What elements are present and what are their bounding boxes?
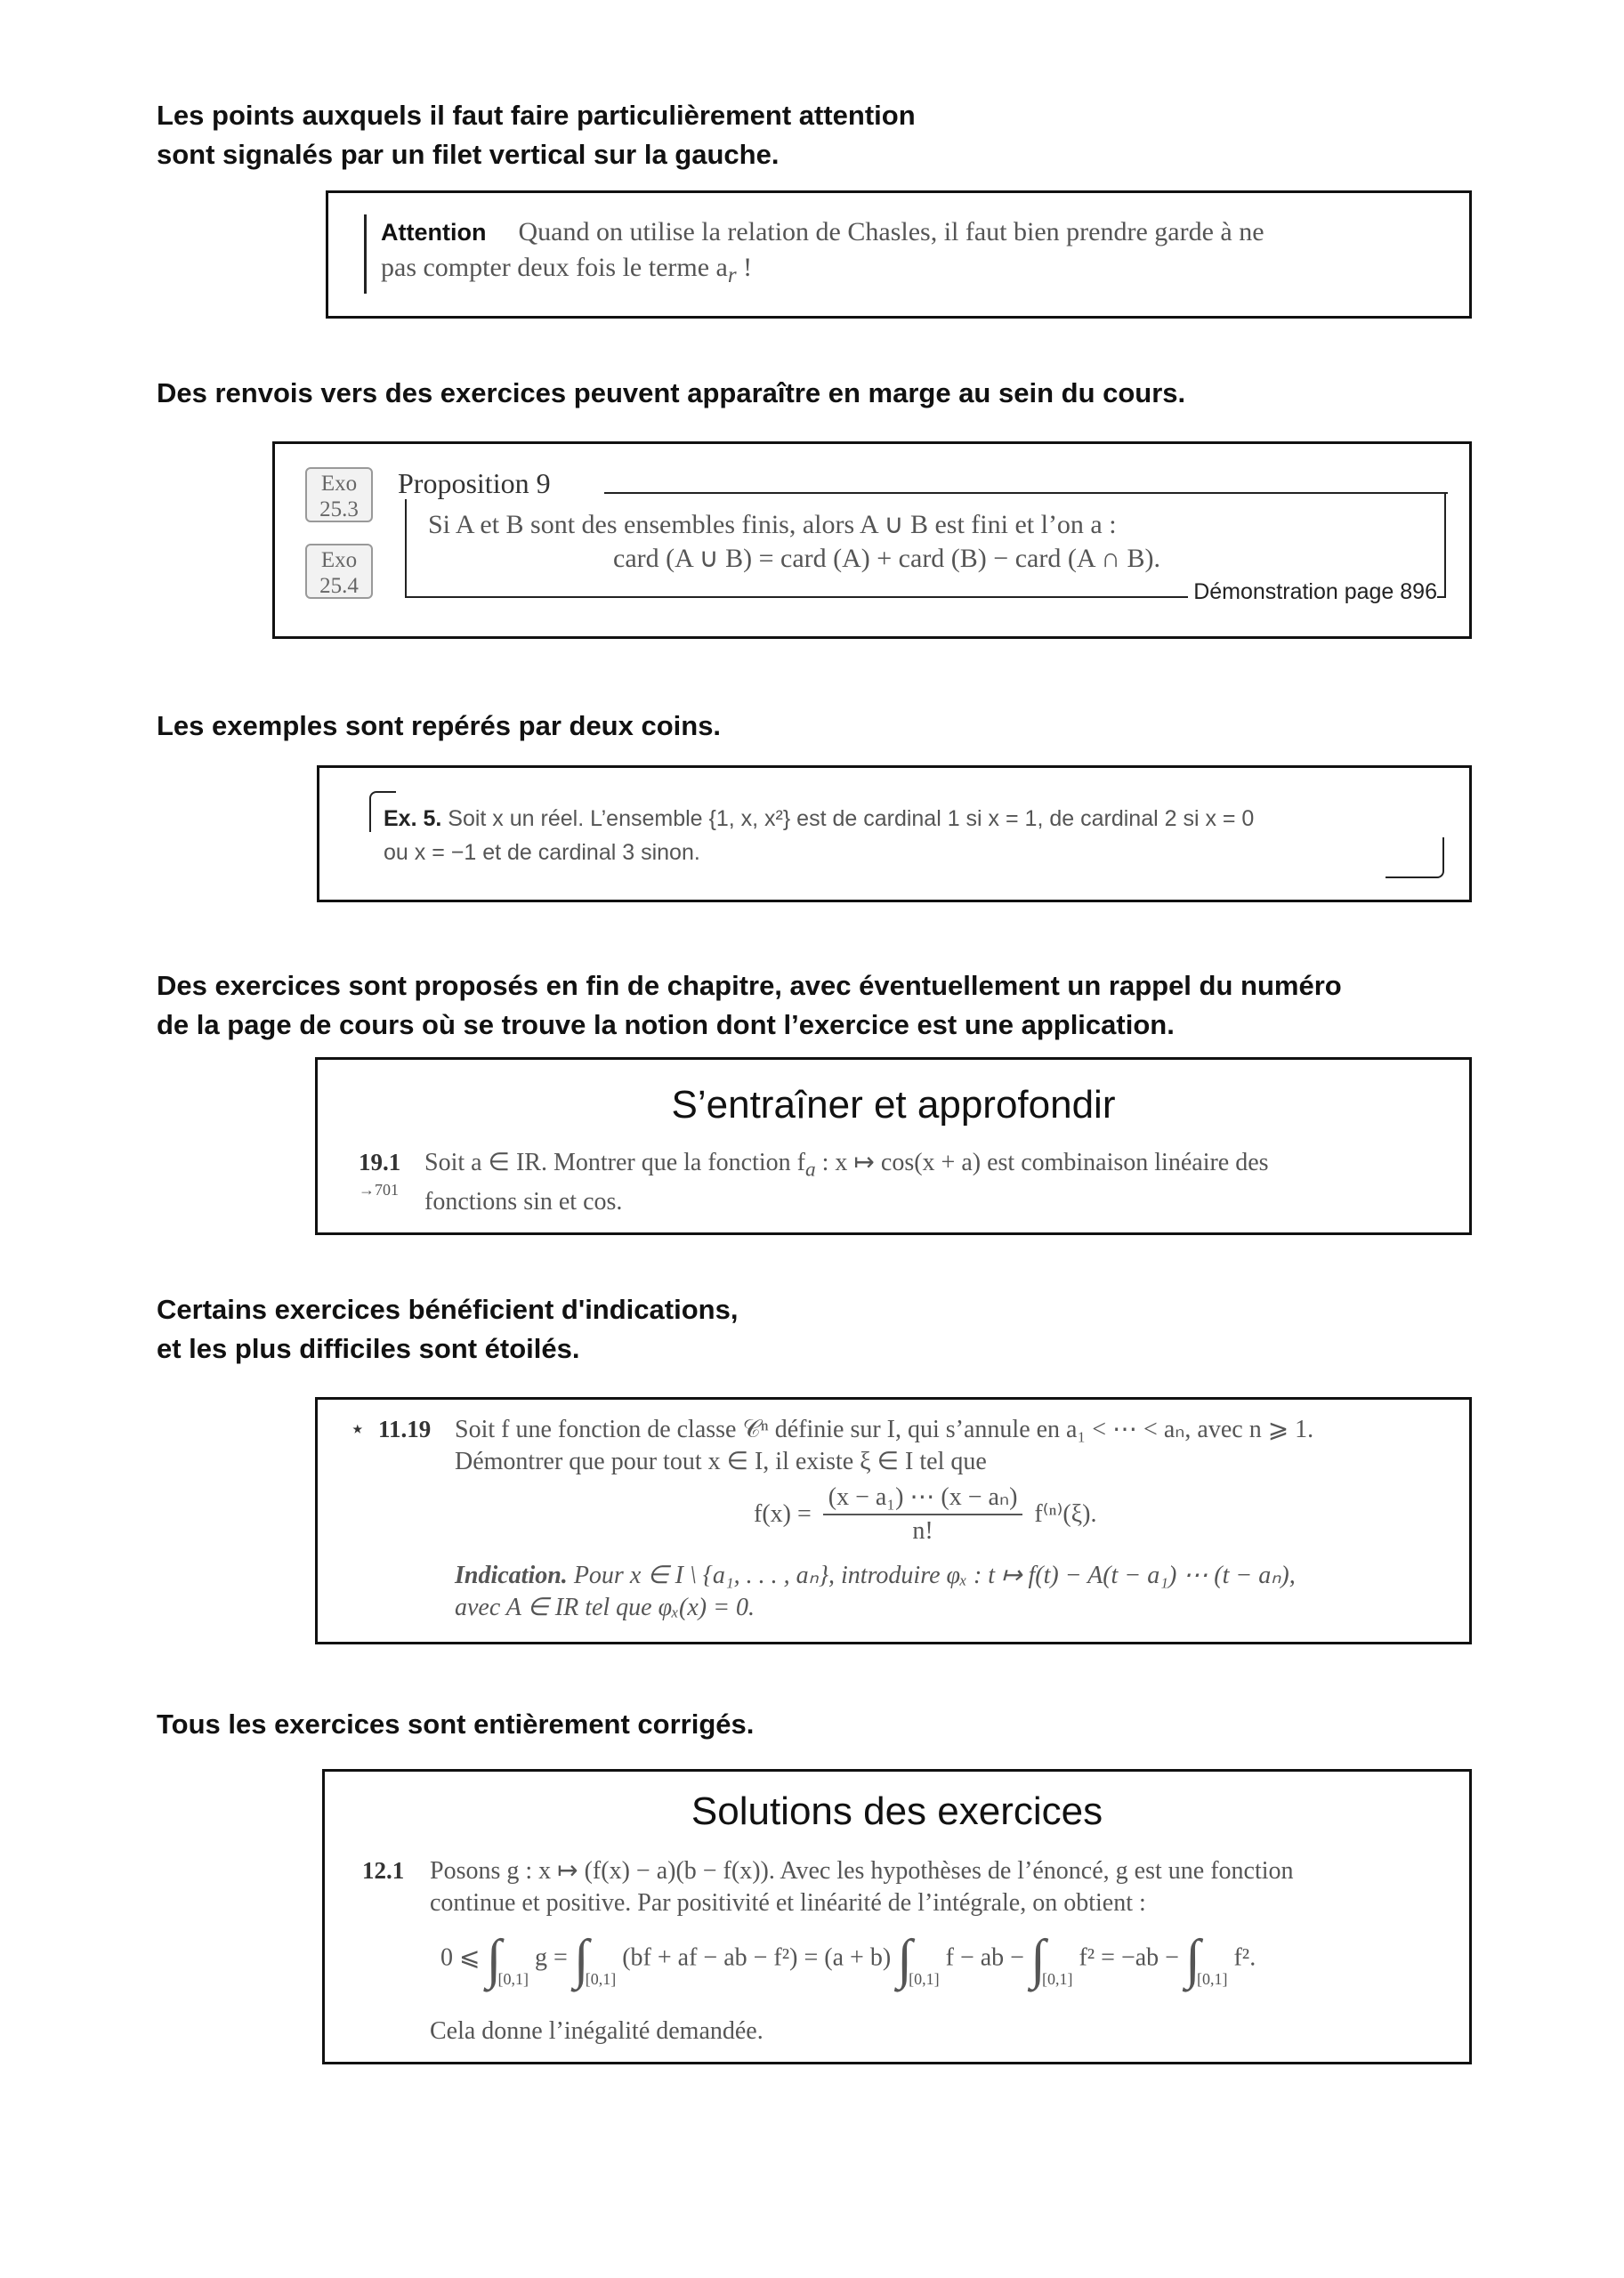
hint-line2: avec A ∈ IR tel que φₓ(x) = 0. xyxy=(455,1594,755,1621)
formula-lhs: f(x) = xyxy=(754,1500,812,1528)
solutions-box xyxy=(322,1769,1472,2064)
heading-renvois: Des renvois vers des exercices peuvent apparaître en marge au sein du cours. xyxy=(157,377,1186,408)
solution-line1: Posons g : x ↦ (f(x) − a)(b − f(x)). Avec les hypothèses de l’énoncé, g est une fonction xyxy=(430,1857,1294,1885)
fraction-numerator: (x − a₁) ⋯ (x − aₙ) xyxy=(823,1482,1023,1515)
heading-exemples: Les exemples sont repérés par deux coins. xyxy=(157,710,722,741)
integral-sign: ∫ xyxy=(1184,1929,1200,1990)
solution-conclusion: Cela donne l’inégalité demandée. xyxy=(430,2017,764,2045)
solution-statement xyxy=(430,1855,1450,1919)
proposition-rule xyxy=(604,492,1448,494)
exercise-statement xyxy=(424,1147,1446,1218)
integral-interval: [0,1] xyxy=(1196,1970,1228,1989)
proposition-formula: card (A ∪ B) = card (A) + card (B) − card (A ∩ B). xyxy=(613,544,1160,573)
heading-line: et les plus difficiles sont étoilés. xyxy=(157,1333,580,1364)
example-line1: Soit x un réel. L’ensemble {1, x, x²} est de cardinal 1 si x = 1, de cardinal 2 si x = 0 xyxy=(448,806,1255,831)
formula-part: g = xyxy=(534,1943,568,1972)
integral-sign: ∫ xyxy=(1030,1929,1046,1990)
exo-tag-number: 25.4 xyxy=(319,574,359,598)
heading-line: Des exercices sont proposés en fin de chapitre, avec éventuellement un rappel du numéro xyxy=(157,970,1342,1001)
exo-tag-label: Exo xyxy=(320,472,358,496)
exercise-line2: fonctions sin et cos. xyxy=(424,1187,623,1216)
formula-part: f² = −ab − xyxy=(1079,1943,1179,1972)
starred-statement xyxy=(455,1414,1448,1478)
heading-exercices xyxy=(157,966,1342,1045)
proposition-box xyxy=(272,441,1472,639)
starred-exercise-box xyxy=(315,1397,1472,1644)
proposition-demo-link[interactable]: Démonstration page 896 xyxy=(1188,579,1437,605)
exo-tag-label: Exo xyxy=(320,548,358,572)
exercise-number: 11.19 xyxy=(378,1416,432,1442)
exercise-line1: Soit a ∈ IR. Montrer que la fonction f xyxy=(424,1149,805,1176)
formula-part: f². xyxy=(1233,1943,1256,1972)
attention-line2: pas compter deux fois le terme a xyxy=(381,253,728,282)
heading-line: de la page de cours où se trouve la notion dont l’exercice est une application. xyxy=(157,1009,1175,1040)
heading-corriges: Tous les exercices sont entièrement corrigés. xyxy=(157,1708,755,1740)
example-line2: ou x = −1 et de cardinal 3 sinon. xyxy=(384,840,700,865)
exercise-line1-end: : x ↦ cos(x + a) est combinaison linéaire des xyxy=(815,1149,1269,1176)
starred-formula xyxy=(754,1482,1096,1547)
formula-part: f − ab − xyxy=(945,1943,1024,1972)
proposition-title: Proposition 9 xyxy=(398,467,560,499)
exercises-box xyxy=(315,1057,1472,1235)
solution-formula xyxy=(440,1929,1256,1995)
star-icon: ⋆ xyxy=(350,1416,366,1443)
attention-label: Attention xyxy=(381,219,487,246)
exo-reference-tag[interactable] xyxy=(305,544,373,599)
exercises-title: S’entraîner et approfondir xyxy=(671,1083,1116,1127)
integral-sign: ∫ xyxy=(486,1929,502,1990)
integral-interval: [0,1] xyxy=(497,1970,529,1989)
formula-part: 0 ⩽ xyxy=(440,1943,481,1972)
integral-sign: ∫ xyxy=(573,1929,589,1990)
exercise-number: 19.1 xyxy=(359,1149,401,1175)
heading-attention xyxy=(157,96,916,174)
formula-part: (bf + af − ab − f²) = (a + b) xyxy=(622,1943,892,1972)
starred-line1: Soit f une fonction de classe 𝒞ⁿ définie sur I, qui s’annule en a₁ < ⋯ < aₙ, avec n ⩾ 1. xyxy=(455,1416,1314,1443)
example-label: Ex. 5. xyxy=(384,806,442,831)
integral-sign: ∫ xyxy=(897,1929,913,1990)
exercise-sub: a xyxy=(804,1158,816,1182)
hint-line1: Pour x ∈ I \ {a₁, . . . , aₙ}, introduire φₓ : t ↦ f(t) − A(t − a₁) ⋯ (t − aₙ), xyxy=(573,1562,1296,1589)
fraction-denominator: n! xyxy=(912,1517,933,1545)
attention-box xyxy=(326,190,1472,319)
integral-interval: [0,1] xyxy=(909,1970,940,1989)
exercise-page-ref[interactable]: →701 xyxy=(359,1181,399,1199)
exo-tag-number: 25.3 xyxy=(319,497,359,521)
starred-hint xyxy=(455,1560,1448,1624)
heading-line: Certains exercices bénéficient d'indications, xyxy=(157,1294,739,1325)
example-content xyxy=(384,802,1444,869)
proposition-statement: Si A et B sont des ensembles finis, alors A ∪ B est fini et l’on a : xyxy=(428,510,1117,539)
integral-interval: [0,1] xyxy=(585,1970,617,1989)
integral-interval: [0,1] xyxy=(1041,1970,1073,1989)
solutions-title: Solutions des exercices xyxy=(691,1789,1103,1833)
hint-label: Indication. xyxy=(455,1562,568,1589)
attention-content xyxy=(364,214,1448,294)
example-box xyxy=(317,765,1472,902)
formula-fraction xyxy=(823,1482,1023,1547)
solution-line2: continue et positive. Par positivité et linéarité de l’intégrale, on obtient : xyxy=(430,1889,1146,1917)
heading-line: Les points auxquels il faut faire particulièrement attention xyxy=(157,100,916,131)
exo-reference-tag[interactable] xyxy=(305,467,373,522)
formula-rhs: f⁽ⁿ⁾(ξ). xyxy=(1034,1500,1097,1528)
attention-line1: Quand on utilise la relation de Chasles, il faut bien prendre garde à ne xyxy=(518,217,1264,246)
solution-number: 12.1 xyxy=(362,1857,405,1884)
attention-line2-end: ! xyxy=(736,253,753,282)
starred-line2: Démontrer que pour tout x ∈ I, il existe ξ ∈ I tel que xyxy=(455,1448,987,1475)
heading-indications xyxy=(157,1290,738,1369)
attention-sub: r xyxy=(727,263,737,287)
heading-line: sont signalés par un filet vertical sur la gauche. xyxy=(157,139,780,170)
